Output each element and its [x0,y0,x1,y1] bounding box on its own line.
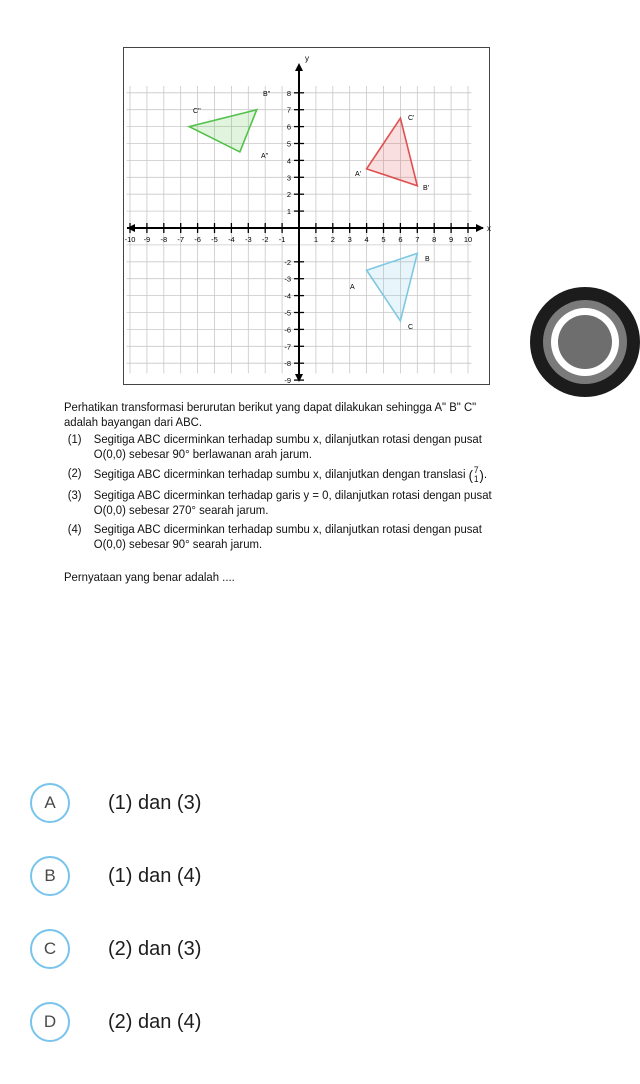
option-text: (1) dan (3) [108,792,202,814]
translation-vector: ( 7 1 ) [468,465,484,484]
statement-list [64,432,534,552]
option-text: (1) dan (4) [108,865,202,887]
x-tick-label: -5 [211,235,218,244]
x-tick-label: 5 [381,235,386,244]
statement-text-line1: Segitiga ABC dicerminkan terhadap sumbu x, dilanjutkan rotasi dengan pusat [93,522,482,536]
x-tick-label: -3 [244,235,252,244]
y-axis-label: y [305,54,309,63]
statement-text-line2: O(0,0) sebesar 90° searah jarum. [93,537,263,551]
option-text: (2) dan (3) [108,938,202,960]
statement-number: (3) [67,488,82,502]
y-tick-label: -3 [284,274,291,284]
y-tick-label: -6 [284,325,291,335]
x-tick-label: -4 [228,235,235,244]
x-tick-label: 6 [398,235,403,244]
y-tick-label: 4 [286,156,291,166]
statement-text-line2: O(0,0) sebesar 90° berlawanan arah jarum. [93,447,312,461]
record-button-core [558,315,612,369]
option-letter-circle: D [30,1002,70,1042]
x-tick-label: -9 [143,235,151,244]
record-button[interactable] [530,287,640,397]
statement-1 [64,432,534,462]
statement-text-line2: O(0,0) sebesar 270° searah jarum. [93,503,269,517]
y-tick-label: 8 [286,88,291,98]
y-tick-label: -8 [284,359,291,369]
vertex-label-b: B [425,256,430,263]
statement-text-line1: Segitiga ABC dicerminkan terhadap garis y = 0, dilanjutkan rotasi dengan pusat [93,488,492,502]
x-tick-label: -8 [160,235,168,244]
x-tick-label: 2 [330,235,335,244]
x-tick-label: 8 [432,235,437,244]
vertex-label-c: C [408,324,414,331]
vector-top: 7 [473,465,479,475]
x-tick-label: -2 [261,235,269,244]
statement-text-line1: Segitiga ABC dicerminkan terhadap sumbu x, dilanjutkan rotasi dengan pusat [93,432,482,446]
vertex-label-b-prime: B' [423,185,430,192]
statement-number: (2) [67,466,82,480]
coordinate-graph [123,47,490,385]
option-letter-circle: C [30,929,70,969]
x-tick-label: -1 [278,235,286,244]
y-tick-label: 3 [286,173,291,183]
y-tick-label: -2 [284,257,291,267]
vertex-label-c-double-prime: C'' [193,108,201,115]
y-tick-label: -5 [284,308,291,318]
vertex-label-b-double-prime: B'' [263,91,271,98]
x-tick-label: -7 [177,235,185,244]
vertex-label-c-prime: C' [408,115,415,122]
statement-number: (1) [67,432,82,446]
option-text: (2) dan (4) [108,1011,202,1033]
statement-4 [64,522,534,552]
statement-tail: . [483,467,488,482]
question-intro-line1: Perhatikan transformasi berurutan berikut yang dapat dilakukan sehingga A" B" C" [64,400,477,414]
x-axis-label: x [487,224,491,233]
vector-bottom: 1 [473,474,479,484]
x-tick-label: -6 [194,235,201,244]
x-tick-label: 10 [463,235,473,244]
statement-number: (4) [67,522,82,536]
question-block [64,400,534,585]
x-tick-label: 7 [415,235,420,244]
y-tick-label: 2 [286,190,291,200]
statement-2 [64,466,534,484]
statement-text-line1: Segitiga ABC dicerminkan terhadap sumbu x, dilanjutkan dengan translasi [93,467,466,482]
question-intro-line2: adalah bayangan dari ABC. [64,415,203,429]
y-tick-label: -4 [284,291,291,301]
y-tick-label: -9 [284,376,291,386]
vertex-label-a: A [350,284,355,291]
option-b[interactable] [30,856,450,900]
y-tick-label: -7 [284,342,291,352]
option-d[interactable] [30,1002,450,1046]
x-tick-label: 4 [364,235,369,244]
vertex-label-a-prime: A' [355,171,362,178]
x-tick-label: 1 [313,235,318,244]
option-c[interactable] [30,929,450,973]
x-tick-label: 9 [449,235,454,244]
vertex-label-a-double-prime: A'' [261,153,269,160]
y-tick-label: 6 [286,122,291,132]
option-letter-circle: A [30,783,70,823]
x-tick-label: -10 [124,235,136,244]
question-prompt: Pernyataan yang benar adalah .... [64,570,235,584]
x-tick-label: 3 [347,235,352,244]
option-a[interactable] [30,783,450,827]
option-letter-circle: B [30,856,70,896]
y-tick-label: 1 [286,207,291,217]
statement-3 [64,488,534,518]
y-tick-label: 5 [286,139,291,149]
y-tick-label: 7 [286,105,291,115]
